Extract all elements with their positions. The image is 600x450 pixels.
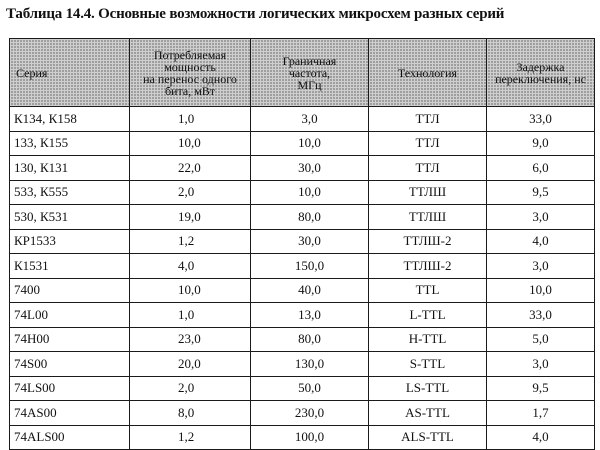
cell-technology: L-TTL (369, 303, 487, 328)
cell-delay: 5,0 (487, 327, 595, 352)
cell-series: 74H00 (10, 327, 130, 352)
table-body (10, 107, 595, 450)
header-delay-line: переключения, нс (495, 71, 586, 86)
cell-delay: 6,0 (487, 156, 595, 181)
cell-series: 133, К155 (10, 131, 130, 156)
cell-delay: 9,0 (487, 131, 595, 156)
cell-power: 1,0 (130, 107, 251, 132)
cell-delay: 4,0 (487, 425, 595, 450)
cell-series: 74AS00 (10, 401, 130, 426)
cell-technology: S-TTL (369, 352, 487, 377)
cell-frequency: 30,0 (251, 156, 369, 181)
header-frequency-line: Граничная (282, 53, 337, 68)
cell-technology: ТТЛШ-2 (369, 254, 487, 279)
cell-delay: 4,0 (487, 229, 595, 254)
cell-delay: 9,5 (487, 180, 595, 205)
cell-frequency: 30,0 (251, 229, 369, 254)
cell-power: 4,0 (130, 254, 251, 279)
cell-power: 2,0 (130, 376, 251, 401)
cell-frequency: 130,0 (251, 352, 369, 377)
cell-power: 20,0 (130, 352, 251, 377)
cell-frequency: 230,0 (251, 401, 369, 426)
header-power-line: на перенос одного (143, 71, 237, 86)
cell-power: 8,0 (130, 401, 251, 426)
logic-series-table (9, 38, 595, 450)
header-delay (487, 39, 595, 107)
cell-delay: 33,0 (487, 107, 595, 132)
cell-power: 10,0 (130, 131, 251, 156)
cell-frequency: 80,0 (251, 327, 369, 352)
cell-technology: AS-TTL (369, 401, 487, 426)
cell-power: 23,0 (130, 327, 251, 352)
cell-frequency: 100,0 (251, 425, 369, 450)
cell-series: К1531 (10, 254, 130, 279)
cell-series: 74L00 (10, 303, 130, 328)
header-power-line: бита, мВт (164, 83, 216, 98)
table-row (10, 425, 595, 450)
header-frequency-line: частота, (288, 65, 331, 80)
table-row (10, 376, 595, 401)
header-power-line: мощность (164, 59, 216, 74)
table-row (10, 131, 595, 156)
header-frequency-line: МГц (297, 77, 322, 92)
cell-technology: H-TTL (369, 327, 487, 352)
table-row (10, 254, 595, 279)
table-row (10, 327, 595, 352)
cell-series: 74S00 (10, 352, 130, 377)
cell-power: 10,0 (130, 278, 251, 303)
header-delay-line: Задержка (516, 59, 565, 74)
cell-technology: ТТЛ (369, 131, 487, 156)
table-row (10, 278, 595, 303)
cell-power: 1,2 (130, 425, 251, 450)
cell-series: 7400 (10, 278, 130, 303)
cell-technology: ТТЛШ-2 (369, 229, 487, 254)
table-row (10, 352, 595, 377)
cell-frequency: 10,0 (251, 131, 369, 156)
cell-technology: ТТЛ (369, 156, 487, 181)
table-row (10, 180, 595, 205)
cell-delay: 3,0 (487, 205, 595, 230)
cell-technology: ТТЛШ (369, 205, 487, 230)
cell-delay: 3,0 (487, 352, 595, 377)
header-series: Серия (10, 39, 130, 107)
header-frequency (251, 39, 369, 107)
cell-delay: 10,0 (487, 278, 595, 303)
table-row (10, 401, 595, 426)
header-power-line: Потребляемая (153, 47, 227, 62)
cell-series: 74ALS00 (10, 425, 130, 450)
table-row (10, 107, 595, 132)
cell-frequency: 40,0 (251, 278, 369, 303)
cell-delay: 33,0 (487, 303, 595, 328)
cell-delay: 9,5 (487, 376, 595, 401)
table-row (10, 303, 595, 328)
cell-frequency: 50,0 (251, 376, 369, 401)
cell-power: 1,2 (130, 229, 251, 254)
cell-technology: LS-TTL (369, 376, 487, 401)
cell-technology: ТТЛШ (369, 180, 487, 205)
cell-frequency: 3,0 (251, 107, 369, 132)
table-caption: Таблица 14.4. Основные возможности логических микросхем разных серий (6, 6, 505, 22)
cell-frequency: 10,0 (251, 180, 369, 205)
table-row (10, 229, 595, 254)
cell-power: 22,0 (130, 156, 251, 181)
header-technology: Технология (369, 39, 487, 107)
cell-power: 19,0 (130, 205, 251, 230)
table-row (10, 156, 595, 181)
cell-frequency: 150,0 (251, 254, 369, 279)
table-row (10, 205, 595, 230)
cell-delay: 1,7 (487, 401, 595, 426)
cell-frequency: 13,0 (251, 303, 369, 328)
cell-series: 74LS00 (10, 376, 130, 401)
header-row (10, 39, 595, 107)
cell-series: 130, К131 (10, 156, 130, 181)
cell-series: КР1533 (10, 229, 130, 254)
cell-delay: 3,0 (487, 254, 595, 279)
header-power (130, 39, 251, 107)
cell-power: 1,0 (130, 303, 251, 328)
cell-frequency: 80,0 (251, 205, 369, 230)
cell-series: К134, К158 (10, 107, 130, 132)
cell-technology: TTL (369, 278, 487, 303)
cell-power: 2,0 (130, 180, 251, 205)
cell-technology: ТТЛ (369, 107, 487, 132)
cell-technology: ALS-TTL (369, 425, 487, 450)
cell-series: 530, К531 (10, 205, 130, 230)
cell-series: 533, К555 (10, 180, 130, 205)
